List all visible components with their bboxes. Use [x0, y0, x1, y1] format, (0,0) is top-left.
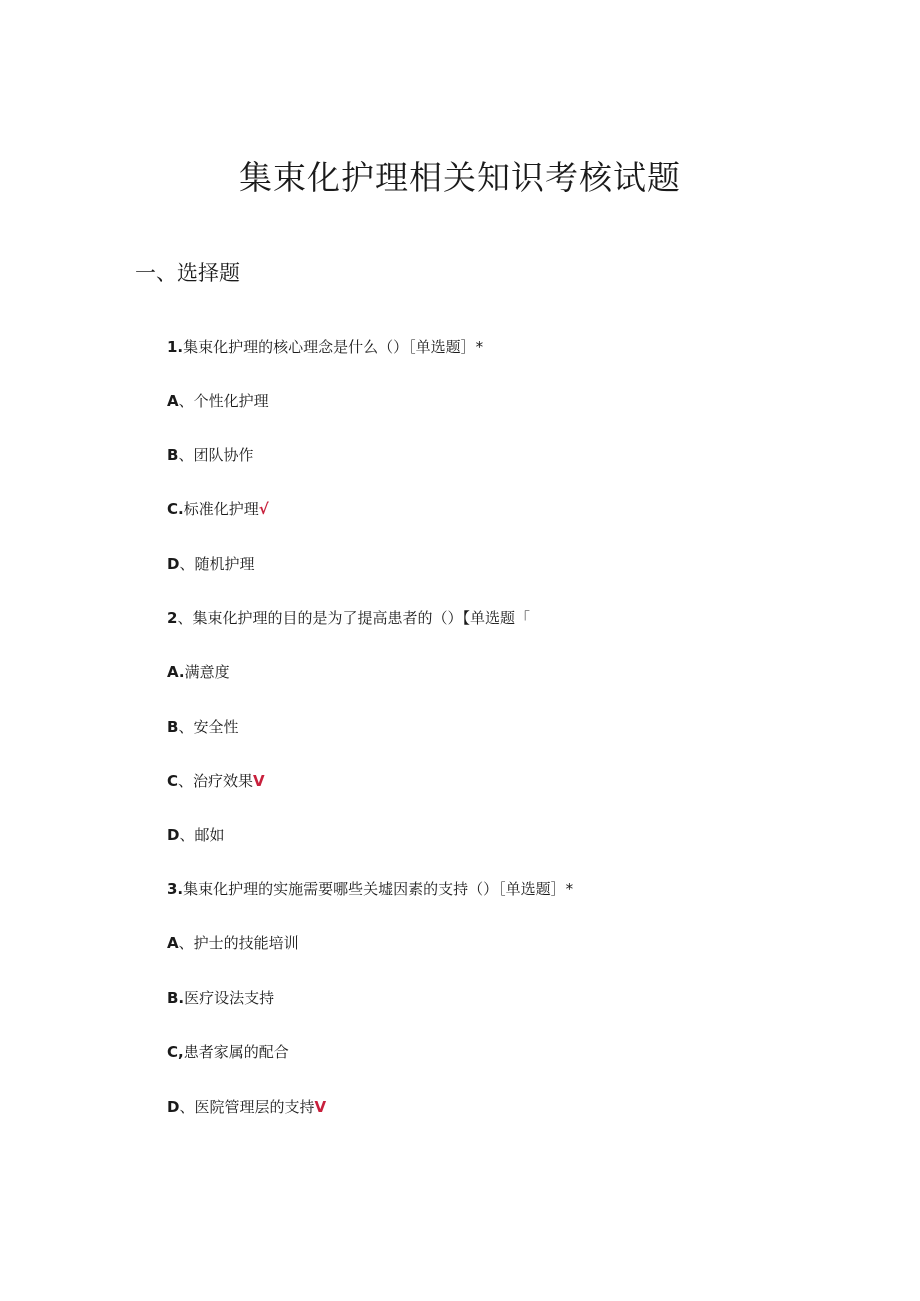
option-3b	[167, 987, 274, 1009]
option-key: A	[167, 934, 179, 952]
option-3c	[167, 1041, 289, 1063]
option-key: B.	[167, 989, 185, 1007]
option-key: D	[167, 1098, 180, 1116]
option-1c	[167, 498, 269, 520]
option-text: 标准化护理	[183, 500, 259, 518]
option-key: B	[167, 446, 179, 464]
correct-mark: V	[314, 1098, 327, 1116]
option-2c	[167, 770, 265, 792]
option-key: A	[167, 392, 179, 410]
option-text: 护士的技能培训	[193, 934, 299, 952]
option-separator: 、	[179, 555, 195, 573]
option-text: 个性化护理	[193, 392, 269, 410]
option-key: D	[167, 826, 180, 844]
option-separator: 、	[179, 1098, 195, 1116]
option-separator: 、	[178, 392, 194, 410]
option-2d	[167, 824, 224, 846]
option-3d	[167, 1096, 326, 1118]
option-text: 治疗效果	[193, 772, 254, 790]
correct-mark: V	[253, 772, 265, 790]
option-text: 安全性	[193, 718, 239, 736]
option-separator: 、	[179, 826, 195, 844]
option-key: C	[167, 772, 179, 790]
option-separator: 、	[178, 718, 194, 736]
option-text: 随机护理	[194, 555, 255, 573]
option-key: D	[167, 555, 180, 573]
document-title: 集束化护理相关知识考核试题	[239, 158, 681, 197]
option-key: C.	[167, 500, 184, 518]
option-1a	[167, 390, 269, 412]
question-number: 1.	[167, 338, 184, 356]
option-separator: 、	[178, 772, 194, 790]
question-text: 集束化护理的实施需要哪些关墟因素的支持（）［单选题］*	[183, 880, 574, 898]
section-heading: 一、选择题	[135, 261, 240, 285]
option-key: C,	[167, 1043, 184, 1061]
question-3	[167, 878, 573, 900]
question-text: 、集束化护理的目的是为了提高患者的（）【单选题「	[177, 609, 530, 627]
question-number: 3.	[167, 880, 184, 898]
option-2a	[167, 661, 230, 683]
option-text: 邮如	[194, 826, 225, 844]
option-text: 患者家属的配合	[183, 1043, 289, 1061]
option-1d	[167, 553, 254, 575]
option-text: 医院管理层的支持	[194, 1098, 315, 1116]
option-key: B	[167, 718, 179, 736]
option-2b	[167, 716, 238, 738]
option-key: A.	[167, 663, 185, 681]
question-1	[167, 336, 483, 358]
option-text: 团队协作	[193, 446, 254, 464]
option-text: 医疗设法支持	[184, 989, 275, 1007]
option-separator: 、	[178, 934, 194, 952]
question-number: 2	[167, 609, 178, 627]
question-text: 集束化护理的核心理念是什么（）［单选题］*	[183, 338, 484, 356]
option-text: 满意度	[184, 663, 230, 681]
option-separator: 、	[178, 446, 194, 464]
question-2	[167, 607, 530, 629]
option-1b	[167, 444, 253, 466]
correct-mark: √	[258, 500, 269, 518]
option-3a	[167, 932, 299, 954]
